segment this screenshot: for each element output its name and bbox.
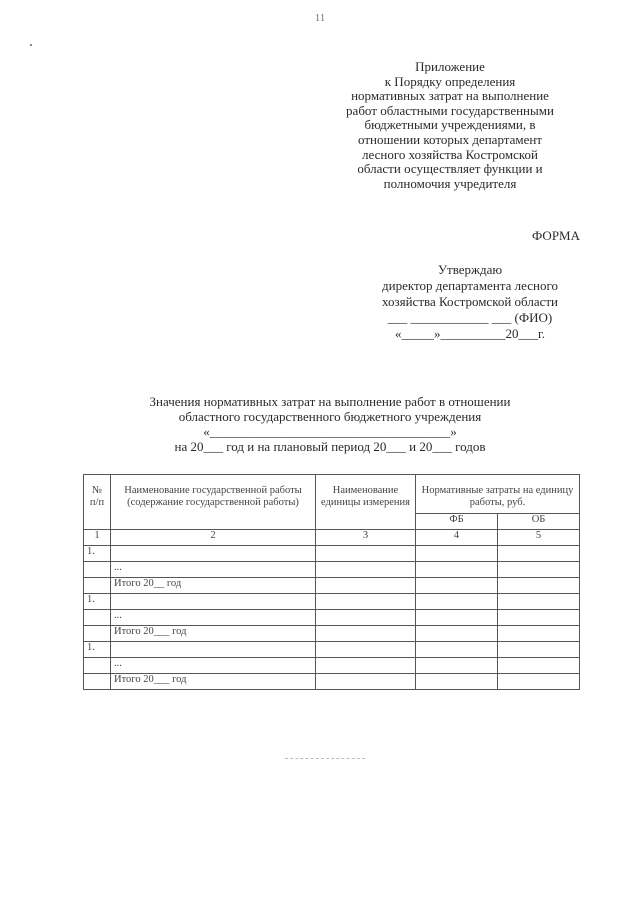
column-number: 3 xyxy=(316,530,416,546)
header-unit: Наименование единицы измерения xyxy=(316,475,416,530)
row-cell xyxy=(316,626,416,642)
row-name: Итого 20__ год xyxy=(111,578,316,594)
row-cell xyxy=(316,546,416,562)
row-cell xyxy=(416,642,498,658)
row-name: ... xyxy=(111,658,316,674)
row-cell xyxy=(416,578,498,594)
column-number-row xyxy=(84,530,580,546)
row-name: Итого 20___ год xyxy=(111,626,316,642)
row-cell xyxy=(316,578,416,594)
row-cell xyxy=(416,562,498,578)
row-name: ... xyxy=(111,562,316,578)
appendix-line: отношении которых департамент xyxy=(357,131,543,147)
row-name: ... xyxy=(111,610,316,626)
row-num xyxy=(84,610,111,626)
header-work-name: Наименование государственной работы (содержание государственной работы) xyxy=(111,475,316,530)
row-cell xyxy=(498,562,580,578)
table-row xyxy=(84,658,580,674)
table-row xyxy=(84,674,580,690)
row-cell xyxy=(416,594,498,610)
row-num xyxy=(84,674,111,690)
costs-table xyxy=(83,474,580,690)
table-row xyxy=(84,578,580,594)
row-cell xyxy=(498,626,580,642)
appendix-line: области осуществляет функции и xyxy=(357,161,543,177)
title-line: «_____________________________________» xyxy=(203,424,457,439)
row-name: Итого 20___ год xyxy=(111,674,316,690)
title-line: Значения нормативных затрат на выполнение работ в отношении xyxy=(149,394,511,409)
row-cell xyxy=(498,658,580,674)
row-num: 1. xyxy=(84,594,111,610)
row-cell xyxy=(316,562,416,578)
row-cell xyxy=(498,594,580,610)
form-label: ФОРМА xyxy=(532,228,580,243)
row-cell xyxy=(416,674,498,690)
approval-title: Утверждаю xyxy=(437,262,503,277)
header-ob: ОБ xyxy=(498,514,580,530)
table-row xyxy=(84,610,580,626)
table-row xyxy=(84,642,580,658)
row-cell xyxy=(416,546,498,562)
appendix-line: полномочия учредителя xyxy=(383,175,517,191)
row-num xyxy=(84,626,111,642)
appendix-line: Приложение xyxy=(415,59,485,74)
appendix-line: бюджетными учреждениями, в xyxy=(364,117,536,133)
row-cell xyxy=(498,610,580,626)
column-number: 1 xyxy=(84,530,111,546)
appendix-header xyxy=(320,60,580,191)
row-name xyxy=(111,546,316,562)
header-fb: ФБ xyxy=(416,514,498,530)
page-number: 11 xyxy=(314,12,326,24)
title-line: на 20___ год и на плановый период 20___ и 20___ годов xyxy=(174,439,486,454)
row-cell xyxy=(498,578,580,594)
date-line: «_____»__________20___г. xyxy=(394,326,546,341)
appendix-line: лесного хозяйства Костромской xyxy=(362,146,538,162)
row-name xyxy=(111,642,316,658)
row-cell xyxy=(416,626,498,642)
footer-divider xyxy=(285,758,365,759)
row-cell xyxy=(416,658,498,674)
row-num xyxy=(84,562,111,578)
header-num: № п/п xyxy=(84,475,111,530)
appendix-line: к Порядку определения xyxy=(384,73,516,89)
row-name xyxy=(111,594,316,610)
appendix-line: нормативных затрат на выполнение xyxy=(351,88,549,104)
document-title xyxy=(60,394,600,454)
approval-block xyxy=(355,262,585,342)
table-row xyxy=(84,626,580,642)
row-cell xyxy=(316,658,416,674)
title-line: областного государственного бюджетного учреждения xyxy=(178,409,482,424)
column-number: 5 xyxy=(498,530,580,546)
row-num xyxy=(84,578,111,594)
row-num: 1. xyxy=(84,546,111,562)
row-cell xyxy=(316,674,416,690)
row-cell xyxy=(498,546,580,562)
table-header-row xyxy=(84,475,580,514)
row-cell xyxy=(498,642,580,658)
column-number: 4 xyxy=(416,530,498,546)
row-cell xyxy=(316,642,416,658)
approval-line: директор департамента лесного xyxy=(382,278,558,293)
row-cell xyxy=(316,594,416,610)
table-row xyxy=(84,562,580,578)
row-cell xyxy=(316,610,416,626)
row-num xyxy=(84,658,111,674)
row-cell xyxy=(416,610,498,626)
table-row xyxy=(84,546,580,562)
column-number: 2 xyxy=(111,530,316,546)
table-row xyxy=(84,594,580,610)
scan-speck xyxy=(30,44,32,46)
header-costs: Нормативные затраты на единицу работы, руб. xyxy=(416,475,580,514)
row-cell xyxy=(498,674,580,690)
row-num: 1. xyxy=(84,642,111,658)
appendix-line: работ областными государственными xyxy=(346,102,554,118)
approval-line: хозяйства Костромской области xyxy=(381,294,559,309)
signature-line: ___ ____________ ___ (ФИО) xyxy=(387,310,553,325)
